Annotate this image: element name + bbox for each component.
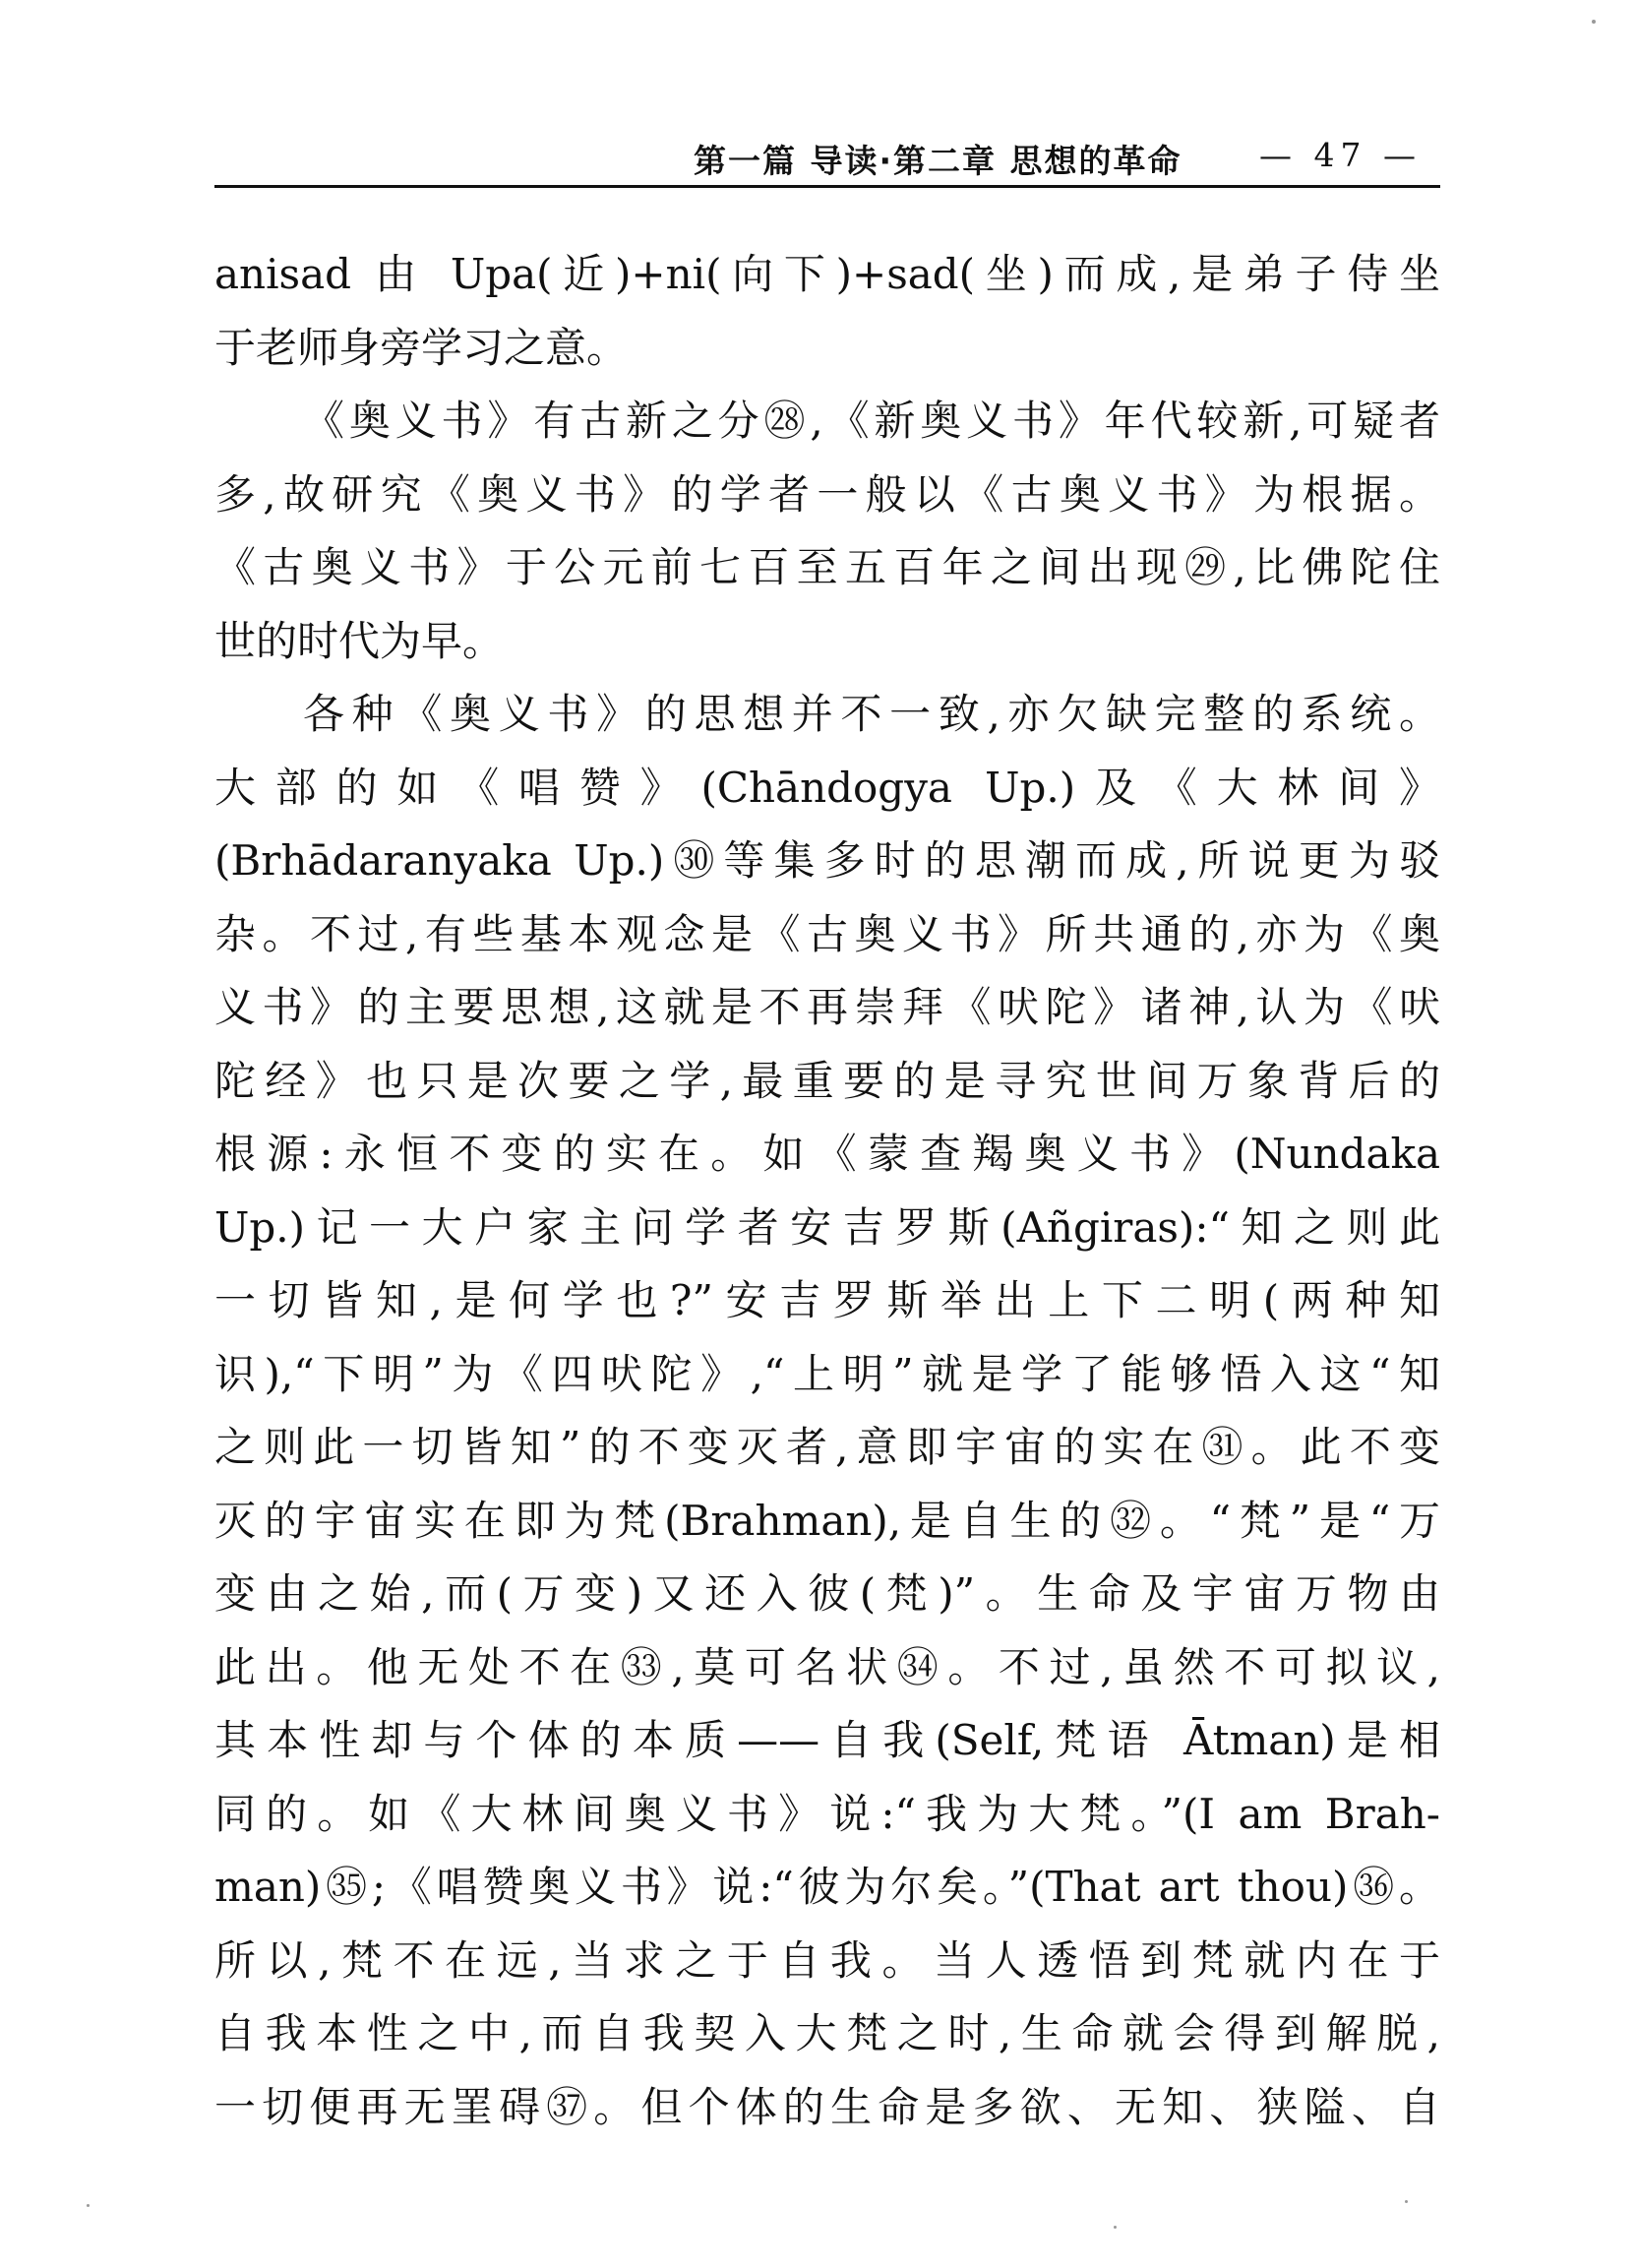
text-line: 所以,梵不在远,当求之于自我。当人透悟到梵就内在于 [214, 1935, 1440, 1985]
text-line: 于老师身旁学习之意。 [214, 323, 629, 372]
text-line: 一切便再无罣碍㊲。但个体的生命是多欲、无知、狭隘、自 [214, 2082, 1440, 2131]
text-line: 《古奥义书》于公元前七百至五百年之间出现㉙,比佛陀住 [214, 543, 1440, 591]
scan-speck [87, 2204, 90, 2207]
text-line: 各种《奥义书》的思想并不一致,亦欠缺完整的系统。 [303, 690, 1440, 738]
text-line: 陀经》也只是次要之学,最重要的是寻究世间万象背后的 [214, 1056, 1440, 1105]
text-line: 一切皆知,是何学也?”安吉罗斯举出上下二明(两种知 [214, 1276, 1440, 1324]
text-line: 《奥义书》有古新之分㉘,《新奥义书》年代较新,可疑者 [303, 397, 1440, 445]
text-line: 同的。如《大林间奥义书》说:“我为大梵。”(I am Brah- [214, 1789, 1440, 1838]
text-line: 义书》的主要思想,这就是不再崇拜《吠陀》诸神,认为《吠 [214, 983, 1440, 1031]
scan-speck [1592, 20, 1596, 24]
text-line: 世的时代为早。 [214, 616, 505, 665]
body-text [214, 238, 1440, 2144]
chapter-title: 第一篇 导读·第二章 思想的革命 [694, 142, 1182, 180]
text-line: 根源:永恒不变的实在。如《蒙查羯奥义书》(Nundaka [214, 1130, 1440, 1178]
text-line: 多,故研究《奥义书》的学者一般以《古奥义书》为根据。 [214, 469, 1440, 519]
scan-speck [1405, 2200, 1408, 2203]
text-line: (Brhādaranyaka Up.)㉚等集多时的思潮而成,所说更为驳 [214, 836, 1440, 885]
text-line: 识),“下明”为《四吠陀》,“上明”就是学了能够悟入这“知 [214, 1349, 1440, 1398]
text-line: man)㉟;《唱赞奥义书》说:“彼为尔矣。”(That art thou)㊱。 [214, 1863, 1440, 1911]
running-header [214, 134, 1440, 188]
text-line: 之则此一切皆知”的不变灭者,意即宇宙的实在㉛。此不变 [214, 1423, 1440, 1471]
text-line: anisad 由 Upa(近)+ni(向下)+sad(坐)而成,是弟子侍坐 [214, 250, 1440, 298]
text-line: 其本性却与个体的本质——自我(Self,梵语 Ātman)是相 [214, 1716, 1440, 1764]
text-line: 此出。他无处不在㉝,莫可名状㉞。不过,虽然不可拟议, [214, 1642, 1440, 1691]
text-line: 变由之始,而(万变)又还入彼(梵)”。生命及宇宙万物由 [214, 1569, 1440, 1618]
text-line: 杂。不过,有些基本观念是《古奥义书》所共通的,亦为《奥 [214, 909, 1440, 958]
text-line: 自我本性之中,而自我契入大梵之时,生命就会得到解脱, [214, 2009, 1440, 2057]
text-line: 大部的如《唱赞》(Chāndogya Up.)及《大林间》 [214, 763, 1440, 812]
page-number: — 47 — [1259, 136, 1422, 174]
scan-speck [1114, 2226, 1117, 2229]
text-line: 灭的宇宙实在即为梵(Brahman),是自生的㉜。“梵”是“万 [214, 1496, 1440, 1545]
text-line: Up.)记一大户家主问学者安吉罗斯(Añgiras):“知之则此 [214, 1202, 1440, 1252]
